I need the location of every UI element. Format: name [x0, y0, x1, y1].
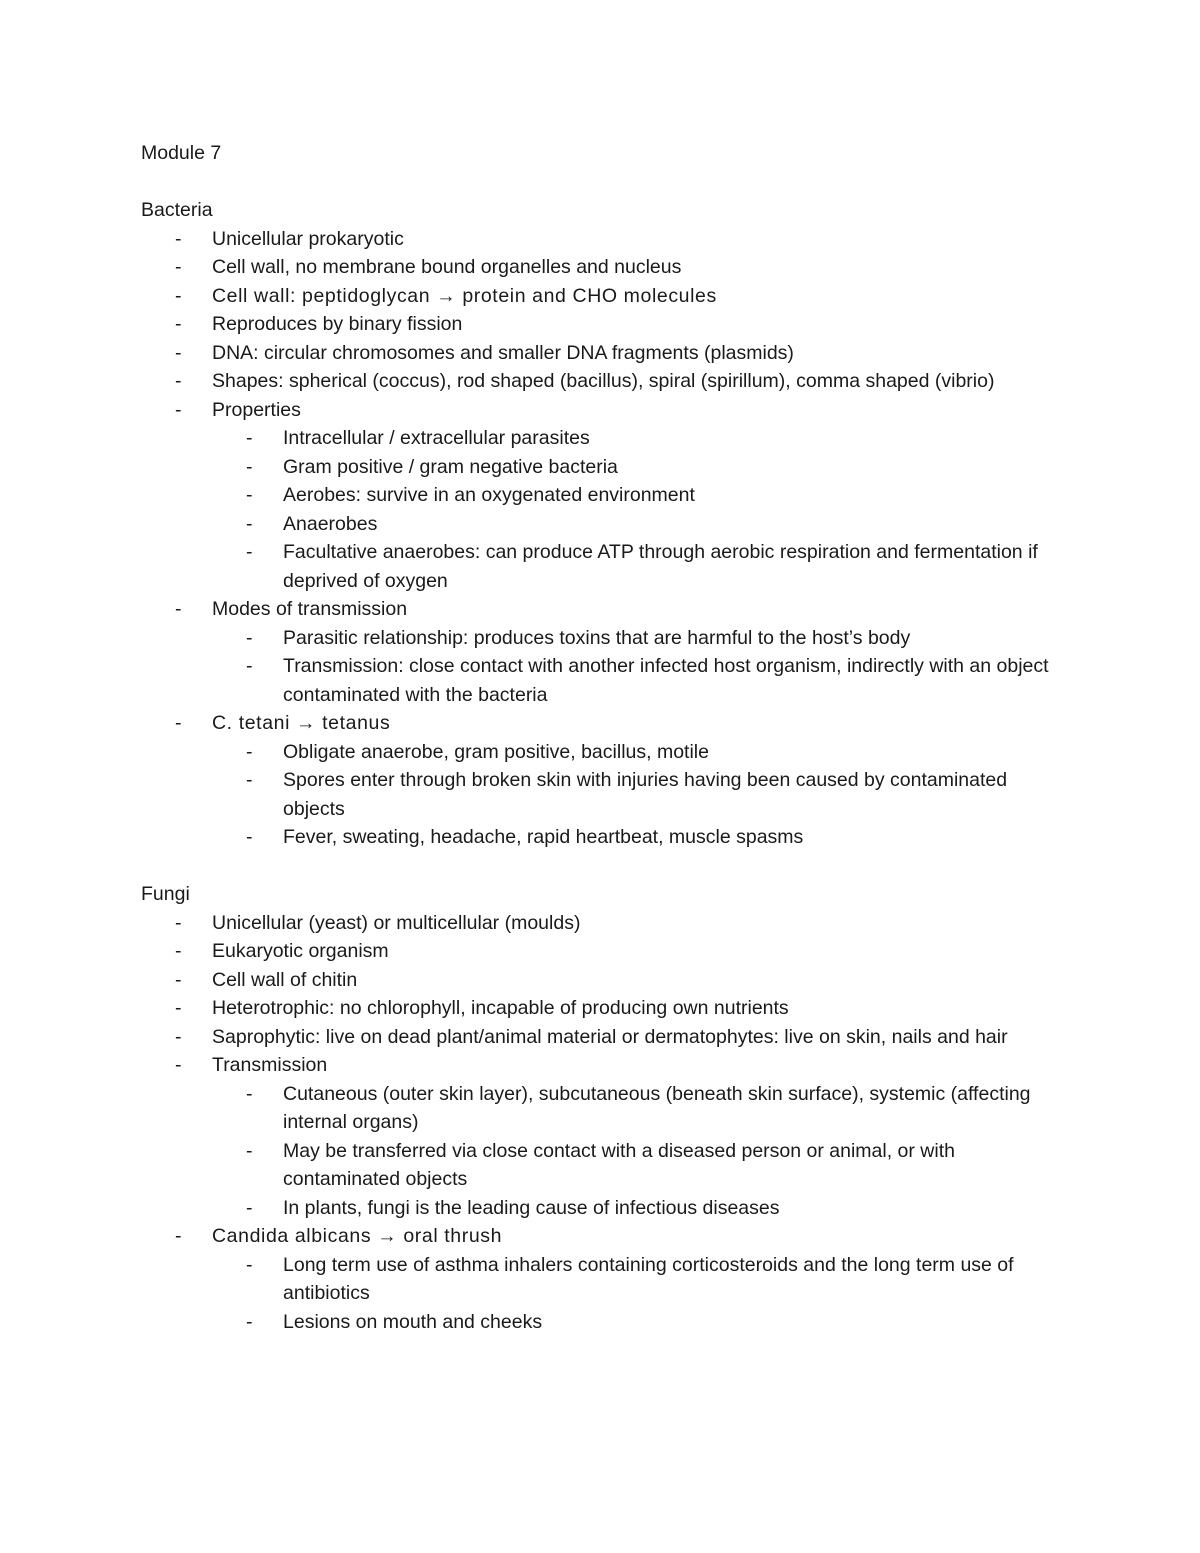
list-item-candida-albicans [141, 1222, 1061, 1336]
list-item: - May be transferred via close contact with a diseased person or animal, or with contaminated objects [212, 1137, 1061, 1194]
subheading-modes-of-transmission: Modes of transmission [212, 598, 408, 620]
fungi-list [141, 909, 1061, 1337]
list-item: - Cutaneous (outer skin layer), subcutaneous (beneath skin surface), systemic (affecting internal organs) [212, 1080, 1061, 1137]
list-item-transmission [141, 1051, 1061, 1222]
c-tetani-list [212, 738, 1061, 852]
list-item: - Long term use of asthma inhalers containing corticosteroids and the long term use of antibiotics [212, 1251, 1061, 1308]
bacteria-transmission-list [212, 624, 1061, 710]
list-item-c-tetani [141, 709, 1061, 852]
candida-albicans-list [212, 1251, 1061, 1337]
list-item: - Shapes: spherical (coccus), rod shaped (bacillus), spiral (spirillum), comma shaped (vibrio) [141, 367, 1061, 396]
list-item-modes-of-transmission [141, 595, 1061, 709]
list-item: - Cell wall of chitin [141, 966, 1061, 995]
list-item: - Heterotrophic: no chlorophyll, incapable of producing own nutrients [141, 994, 1061, 1023]
subheading-transmission: Transmission [212, 1054, 328, 1076]
document-title: Module 7 [141, 142, 222, 164]
list-item: - In plants, fungi is the leading cause of infectious diseases [212, 1194, 1061, 1223]
fungi-transmission-list [212, 1080, 1061, 1223]
section-bacteria [141, 196, 1061, 852]
list-item: - Facultative anaerobes: can produce ATP through aerobic respiration and fermentation if deprived of oxygen [212, 538, 1061, 595]
section-heading-bacteria: Bacteria [141, 199, 213, 221]
list-item: - Unicellular prokaryotic [141, 225, 1061, 254]
list-item: - Aerobes: survive in an oxygenated environment [212, 481, 1061, 510]
list-item-properties [141, 396, 1061, 596]
list-item: - Cell wall: peptidoglycan → protein and CHO molecules [141, 282, 1061, 311]
subheading-properties: Properties [212, 398, 301, 421]
section-heading-fungi: Fungi [141, 883, 190, 905]
section-fungi [141, 880, 1061, 1336]
list-item: - Unicellular (yeast) or multicellular (moulds) [141, 909, 1061, 938]
list-item: - Eukaryotic organism [141, 937, 1061, 966]
list-item: - Intracellular / extracellular parasites [212, 424, 1061, 453]
list-item: - DNA: circular chromosomes and smaller DNA fragments (plasmids) [141, 339, 1061, 368]
subheading-c-tetani: C. tetani → tetanus [212, 712, 391, 734]
list-item: - Fever, sweating, headache, rapid heartbeat, muscle spasms [212, 823, 1061, 852]
list-item: - Lesions on mouth and cheeks [212, 1308, 1061, 1337]
list-item: - Anaerobes [212, 510, 1061, 539]
list-item: - Saprophytic: live on dead plant/animal material or dermatophytes: live on skin, nails and hair [141, 1023, 1061, 1052]
properties-list [212, 424, 1061, 595]
subheading-candida-albicans: Candida albicans → oral thrush [212, 1225, 503, 1247]
list-item: - Gram positive / gram negative bacteria [212, 453, 1061, 482]
list-item: - Obligate anaerobe, gram positive, bacillus, motile [212, 738, 1061, 767]
list-item: - Spores enter through broken skin with injuries having been caused by contaminated objects [212, 766, 1061, 823]
list-item: - Reproduces by binary fission [141, 310, 1061, 339]
list-item: - Parasitic relationship: produces toxins that are harmful to the host’s body [212, 624, 1061, 653]
list-item: - Transmission: close contact with another infected host organism, indirectly with an object contaminated with the bacteria [212, 652, 1061, 709]
list-item: - Cell wall, no membrane bound organelles and nucleus [141, 253, 1061, 282]
bacteria-list [141, 225, 1061, 852]
document-page [141, 139, 1061, 1365]
